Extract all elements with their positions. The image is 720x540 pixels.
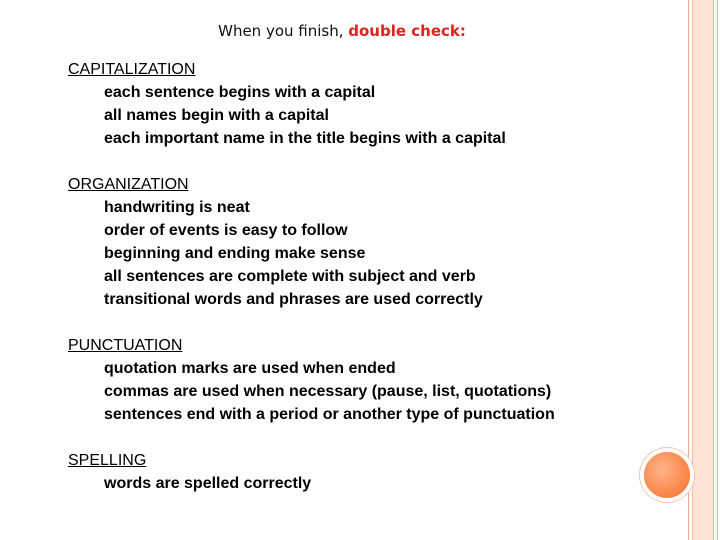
- section-capitalization: [68, 58, 680, 150]
- section-punctuation: [68, 334, 680, 426]
- checklist-item: each sentence begins with a capital: [104, 84, 376, 101]
- checklist-item: words are spelled correctly: [104, 475, 312, 492]
- section-spelling: [68, 449, 680, 495]
- checklist-item: all names begin with a capital: [104, 107, 329, 124]
- section-heading: PUNCTUATION: [68, 337, 183, 354]
- section-heading: CAPITALIZATION: [68, 61, 196, 78]
- title-prefix: When you finish,: [218, 22, 349, 40]
- checklist-item: quotation marks are used when ended: [104, 360, 396, 377]
- checklist-item: all sentences are complete with subject and verb: [104, 268, 476, 285]
- section-heading: SPELLING: [68, 452, 147, 469]
- section-heading: ORGANIZATION: [68, 176, 189, 193]
- checklist: [68, 58, 680, 518]
- title-emphasis: double check:: [348, 22, 466, 40]
- slide-title: [0, 22, 684, 40]
- section-organization: [68, 173, 680, 311]
- border-stripe-inner: [692, 0, 714, 540]
- checklist-item: handwriting is neat: [104, 199, 250, 216]
- checklist-item: each important name in the title begins with a capital: [104, 130, 506, 147]
- checklist-item: commas are used when necessary (pause, list, quotations): [104, 383, 552, 400]
- checklist-item: beginning and ending make sense: [104, 245, 366, 262]
- checklist-item: sentences end with a period or another type of punctuation: [104, 406, 555, 423]
- checklist-item: order of events is easy to follow: [104, 222, 348, 239]
- checklist-item: transitional words and phrases are used correctly: [104, 291, 483, 308]
